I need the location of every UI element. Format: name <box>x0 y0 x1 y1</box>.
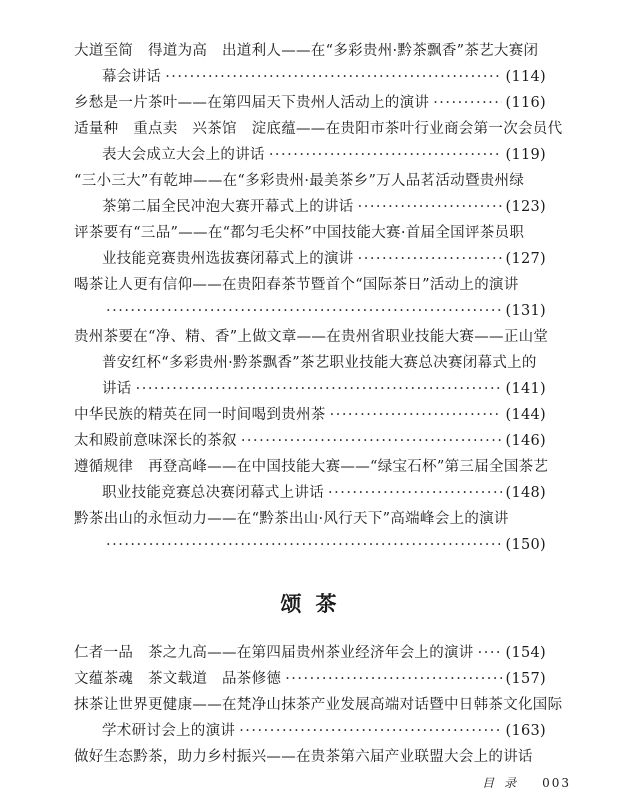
toc-entry-line <box>74 454 549 480</box>
toc-page-number: (123) <box>505 199 546 215</box>
toc-entry-line <box>74 38 546 64</box>
dot-leader <box>358 194 502 220</box>
toc-entry-line <box>74 272 546 298</box>
toc-entry-title: 抹茶让世界更健康——在梵净山抹茶产业发展高端对话暨中日韩茶文化国际 <box>74 697 563 713</box>
toc-entry-line <box>74 480 546 506</box>
toc-entry-title: 表大会成立大会上的讲话 <box>102 147 265 163</box>
toc-entry[interactable] <box>74 428 546 454</box>
toc-page-number: (131) <box>505 303 546 319</box>
toc-entry-line <box>74 298 546 324</box>
toc-page-number: (154) <box>505 645 546 661</box>
toc-page-number: (119) <box>505 147 546 163</box>
toc-entry[interactable] <box>74 666 546 692</box>
dot-leader <box>328 480 502 506</box>
toc-entry-line <box>74 506 546 532</box>
toc-entry-line <box>74 194 546 220</box>
toc-entry-title: 仁者一品 茶之九高——在第四届贵州茶业经济年会上的演讲 <box>74 645 474 661</box>
dot-leader <box>358 246 502 272</box>
toc-entry[interactable] <box>74 454 549 506</box>
toc-entry-line <box>74 246 546 272</box>
toc-entry-line <box>74 220 546 246</box>
toc-entry-line <box>74 376 546 402</box>
toc-entry[interactable] <box>74 220 546 272</box>
toc-entry-line <box>74 692 563 718</box>
toc-entry-line <box>74 666 546 692</box>
toc-entry-line <box>74 428 546 454</box>
toc-entry-line <box>74 640 546 666</box>
toc-entry-title: 职业技能竞赛总决赛闭幕式上讲话 <box>102 485 324 501</box>
toc-entry-line <box>74 744 546 770</box>
toc-entry-line <box>74 402 546 428</box>
dot-leader <box>478 640 502 666</box>
toc-page-number: (116) <box>505 95 546 111</box>
toc-page-number: (148) <box>505 485 546 501</box>
dot-leader <box>330 402 502 428</box>
toc-entry-title: 适量种 重点卖 兴茶馆 淀底蕴——在贵阳市茶叶行业商会第一次会员代 <box>74 121 563 137</box>
section-title: 颂茶 <box>280 591 351 616</box>
toc-entry[interactable] <box>74 506 546 558</box>
toc-entry[interactable] <box>74 640 546 666</box>
toc-page-number: (114) <box>505 69 546 85</box>
toc-entry-line <box>74 168 546 194</box>
toc-entry[interactable] <box>74 116 563 168</box>
toc-entry-title: “三小三大”有乾坤——在“多彩贵州·最美茶乡”万人品茗活动暨贵州绿 <box>74 173 525 189</box>
toc-page-number: (146) <box>505 433 546 449</box>
toc-entry-title: 乡愁是一片茶叶——在第四届天下贵州人活动上的演讲 <box>74 95 430 111</box>
toc-page-number: (163) <box>505 723 546 739</box>
dot-leader <box>165 64 501 90</box>
toc-page-number: (127) <box>505 251 546 267</box>
dot-leader <box>269 142 502 168</box>
toc-entry[interactable] <box>74 272 546 324</box>
toc-entry-title: 遵循规律 再登高峰——在中国技能大赛——“绿宝石杯”第三届全国茶艺 <box>74 459 549 475</box>
toc-entry-title: 做好生态黔茶，助力乡村振兴——在贵茶第六届产业联盟大会上的讲话 <box>74 749 533 765</box>
toc-entry-line <box>74 350 546 376</box>
toc-entry-line <box>74 142 546 168</box>
toc-entry-title: 学术研讨会上的演讲 <box>102 723 236 739</box>
dot-leader <box>241 428 502 454</box>
dot-leader <box>239 718 501 744</box>
toc-entry-line <box>74 324 549 350</box>
toc-entry-title: 黔茶出山的永恒动力——在“黔茶出山·风行天下”高端峰会上的演讲 <box>74 511 509 527</box>
footer-label: 目录 <box>482 776 527 790</box>
toc-entry-line <box>74 532 546 558</box>
toc-entry[interactable] <box>74 744 546 770</box>
toc-entry-title: 业技能竞赛贵州选拔赛闭幕式上的演讲 <box>102 251 354 267</box>
toc-entry-title: 幕会讲话 <box>102 69 162 85</box>
toc-page-number: (144) <box>505 407 546 423</box>
toc-entry[interactable] <box>74 692 563 744</box>
toc-entry-title: 喝茶让人更有信仰——在贵阳春茶节暨首个“国际茶日”活动上的演讲 <box>74 277 519 293</box>
toc-entry-title: 普安红杯“多彩贵州·黔茶飘香”茶艺职业技能大赛总决赛闭幕式上的 <box>102 355 537 371</box>
toc-page-number: (150) <box>505 537 546 553</box>
toc-entry-title: 大道至简 得道为高 出道利人——在“多彩贵州·黔茶飘香”茶艺大赛闭 <box>74 43 539 59</box>
dot-leader <box>106 298 502 324</box>
toc-entry-title: 评茶要有“三品”——在“都匀毛尖杯”中国技能大赛·首届全国评茶员职 <box>74 225 525 241</box>
toc-entry[interactable] <box>74 38 546 90</box>
page-footer <box>482 774 571 791</box>
dot-leader <box>136 376 502 402</box>
toc-entry-title: 太和殿前意味深长的茶叙 <box>74 433 237 449</box>
dot-leader <box>106 532 502 558</box>
toc-entry-title: 中华民族的精英在同一时间喝到贵州茶 <box>74 407 326 423</box>
toc-entry-line <box>74 116 563 142</box>
toc-entry-line <box>74 90 546 116</box>
toc-entry-title: 讲话 <box>102 381 132 397</box>
footer-page-number: 003 <box>542 776 571 790</box>
dot-leader <box>285 666 501 692</box>
dot-leader <box>433 90 501 116</box>
toc-entry-title: 贵州茶要在“净、精、香”上做文章——在贵州省职业技能大赛——正山堂 <box>74 329 549 345</box>
toc-page-number: (141) <box>505 381 546 397</box>
toc-entry[interactable] <box>74 402 546 428</box>
toc-entry-line <box>74 718 546 744</box>
toc-entry[interactable] <box>74 90 546 116</box>
toc-entry[interactable] <box>74 168 546 220</box>
toc-entry-title: 茶第二届全民冲泡大赛开幕式上的讲话 <box>102 199 354 215</box>
toc-entry-title: 文蕴茶魂 茶文载道 品茶修德 <box>74 671 282 687</box>
toc-entry-line <box>74 64 546 90</box>
toc-entry[interactable] <box>74 324 549 402</box>
toc-page-number: (157) <box>505 671 546 687</box>
